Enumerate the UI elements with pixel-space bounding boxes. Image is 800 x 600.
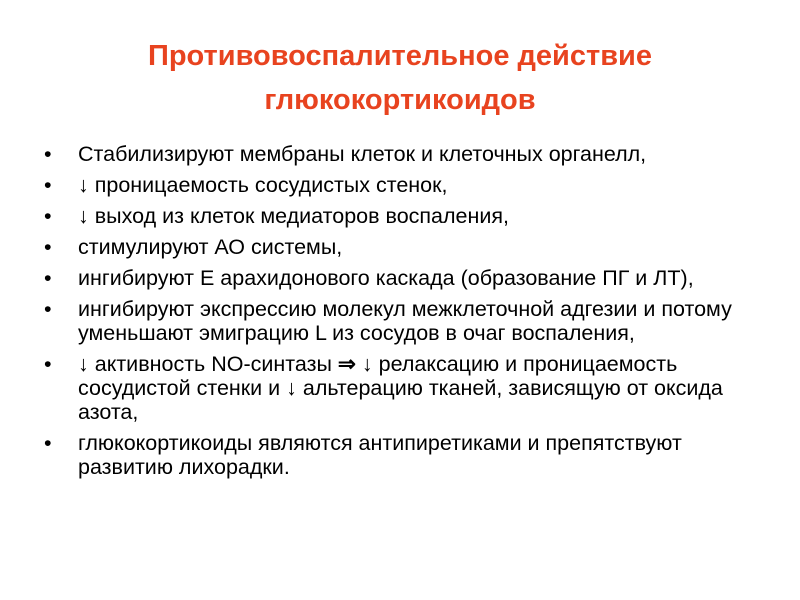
bullet-dot: • xyxy=(44,142,52,166)
list-item-text: активность NO-синтазы xyxy=(94,352,332,376)
arrow-down-icon: ↓ xyxy=(78,352,89,376)
bullet-list xyxy=(44,142,764,486)
bullet-dot: • xyxy=(44,431,52,455)
list-item-text: Стабилизируют мембраны клеток и клеточных органелл, xyxy=(78,142,647,166)
list-item-text: проницаемость сосудистых стенок, xyxy=(94,173,448,197)
list-item xyxy=(44,235,764,259)
title-line-1: Противовоспалительное действие xyxy=(147,40,653,72)
bullet-dot: • xyxy=(44,266,52,290)
arrow-down-icon: ↓ xyxy=(78,173,89,197)
title-line-2: глюкокортикоидов xyxy=(264,84,536,116)
list-item-text: глюкокортикоиды являются антипиретиками и препятствуют развитию лихорадки. xyxy=(78,431,682,479)
list-item xyxy=(44,297,764,345)
bullet-dot: • xyxy=(44,235,52,259)
list-item-text: альтерацию тканей, зависящую от оксида азота, xyxy=(78,376,723,424)
arrow-down-icon: ↓ xyxy=(78,204,89,228)
list-item-text: ингибируют экспрессию молекул межклеточной адгезии и потому уменьшают эмиграцию L из сосудов в очаг воспаления, xyxy=(78,297,732,345)
list-item-text: стимулируют АО системы, xyxy=(78,235,343,259)
list-item xyxy=(44,431,764,479)
bullet-dot: • xyxy=(44,173,52,197)
list-item-text: релаксацию и проницаемость сосудистой стенки и xyxy=(78,352,678,400)
list-item-text: ингибируют Е арахидонового каскада (образование ПГ и ЛТ), xyxy=(78,266,694,290)
slide-title xyxy=(40,34,760,122)
list-item xyxy=(44,266,764,290)
bullet-dot: • xyxy=(44,297,52,321)
bullet-dot: • xyxy=(44,352,52,376)
bullet-dot: • xyxy=(44,204,52,228)
arrow-down-icon: ↓ xyxy=(361,352,373,376)
list-item xyxy=(44,352,764,424)
double-arrow-right-icon: ⇒ xyxy=(337,352,356,376)
arrow-down-icon: ↓ xyxy=(286,376,297,400)
list-item xyxy=(44,142,764,166)
list-item xyxy=(44,204,764,228)
list-item-text: выход из клеток медиаторов воспаления, xyxy=(94,204,510,228)
list-item xyxy=(44,173,764,197)
